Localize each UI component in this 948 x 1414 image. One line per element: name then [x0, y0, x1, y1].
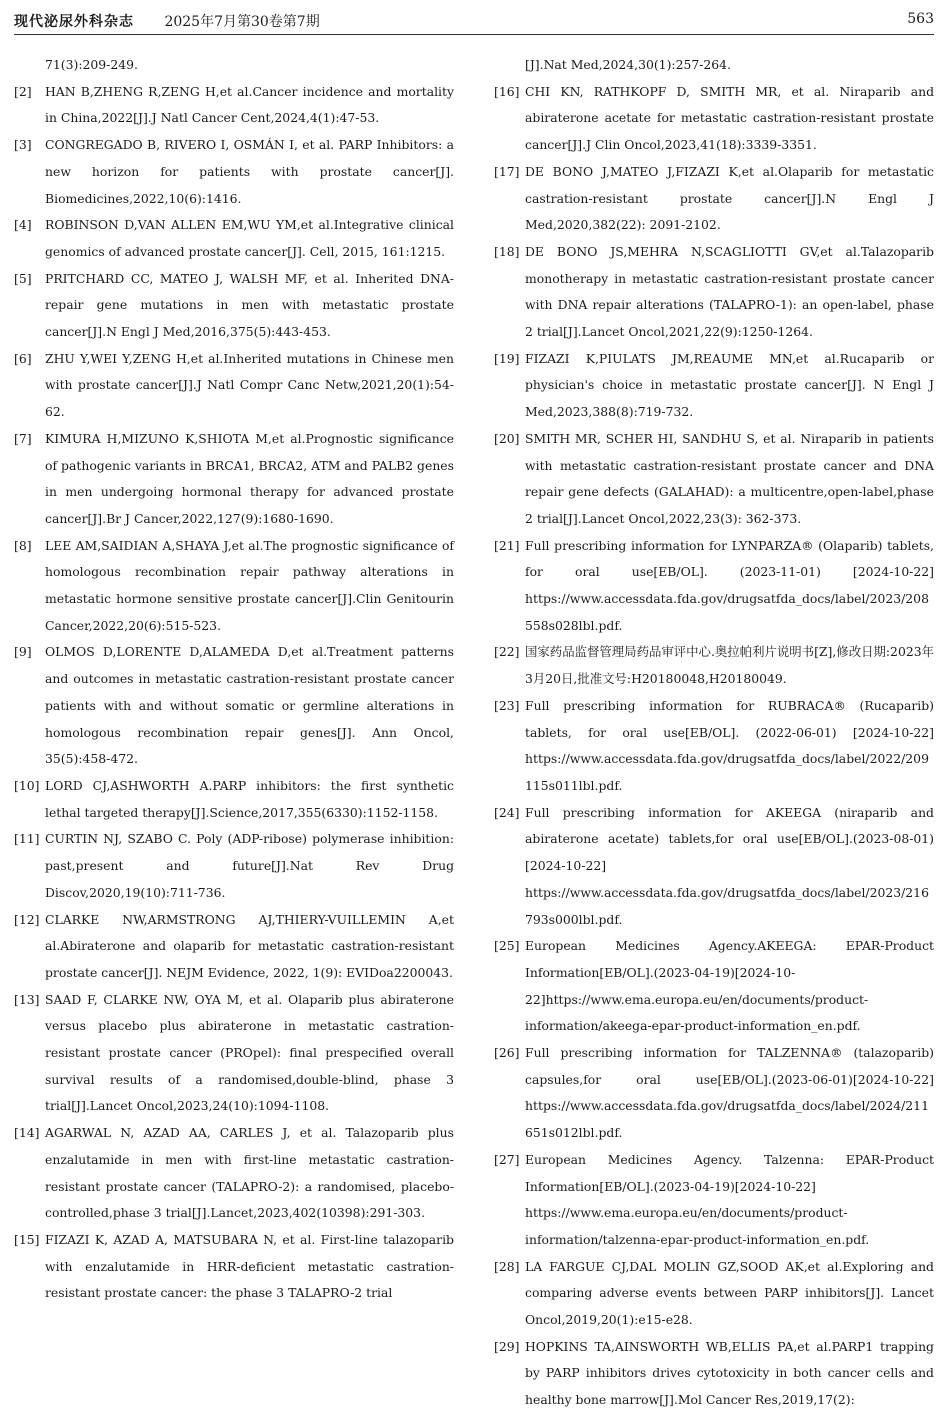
reference-number: [11]	[14, 831, 40, 847]
reference-text: KIMURA H,MIZUNO K,SHIOTA M,et al.Prognostic significance of pathogenic variants in BRCA1, BRCA2, ATM and PALB2 genes in men undergoing hormonal therapy for advanced prostate cancer[J].Br J Cancer,2022,127(9):1680-1690.	[45, 430, 454, 526]
reference-text: FIZAZI K,PIULATS JM,REAUME MN,et al.Rucaparib or physician's choice in metastatic prostate cancer[J]. N Engl J Med,2023,388(8):719-732.	[525, 350, 934, 420]
reference-text: SMITH MR, SCHER HI, SANDHU S, et al. Niraparib in patients with metastatic castration-resistant prostate cancer and DNA repair gene defects (GALAHAD): a multicentre,open-label,phase 2 trial[J].Lancet Oncol,2022,23(3): 362-373.	[525, 430, 934, 526]
reference-item	[14, 426, 454, 533]
reference-continuation: [J].Nat Med,2024,30(1):257-264.	[525, 57, 732, 72]
reference-text: Full prescribing information for LYNPARZA® (Olaparib) tablets, for oral use[EB/OL]. (2023-11-01) [2024-10-22] https://www.accessdata.fda.gov/drugsatfda_docs/label/2023/208558s028lbl.pdf.	[525, 537, 934, 633]
reference-item	[14, 212, 454, 265]
reference-number: [3]	[14, 137, 32, 153]
reference-text: LA FARGUE CJ,DAL MOLIN GZ,SOOD AK,et al.Exploring and comparing adverse events between PARP inhibitors[J]. Lancet Oncol,2019,20(1):e15-e28.	[525, 1258, 934, 1328]
reference-number: [22]	[494, 644, 520, 660]
reference-text: CHI KN, RATHKOPF D, SMITH MR, et al. Niraparib and abiraterone acetate for metastatic castration-resistant prostate cancer[J].J Clin Oncol,2023,41(18):3339-3351.	[525, 83, 934, 153]
reference-number: [23]	[494, 697, 520, 713]
reference-text: ZHU Y,WEI Y,ZENG H,et al.Inherited mutations in Chinese men with prostate cancer[J].J Natl Compr Canc Netw,2021,20(1):54-62.	[45, 350, 454, 420]
reference-number: [29]	[494, 1338, 520, 1354]
reference-number: [4]	[14, 217, 32, 233]
reference-number: [6]	[14, 350, 32, 366]
header-left	[14, 11, 320, 31]
reference-text: 国家药品监督管理局药品审评中心.奥拉帕利片说明书[Z],修改日期:2023年3月20日,批准文号:H20180048,H20180049.	[525, 644, 934, 687]
reference-item	[494, 533, 934, 640]
reference-number: [28]	[494, 1258, 520, 1274]
reference-number: [20]	[494, 430, 520, 446]
reference-item	[494, 426, 934, 533]
reference-text: Full prescribing information for TALZENNA® (talazoparib) capsules,for oral use[EB/OL].(2023-06-01)[2024-10-22] https://www.accessdata.fda.gov/drugsatfda_docs/label/2024/211651s012lbl.pdf.	[525, 1045, 934, 1141]
reference-text: FIZAZI K, AZAD A, MATSUBARA N, et al. First-line talazoparib with enzalutamide in HRR-deficient metastatic castration-resistant prostate cancer: the phase 3 TALAPRO-2 trial	[45, 1231, 454, 1301]
reference-list-right	[494, 79, 934, 1414]
reference-item	[494, 1040, 934, 1147]
reference-number: [25]	[494, 938, 520, 954]
reference-item	[494, 1147, 934, 1254]
reference-item	[14, 346, 454, 426]
reference-item	[494, 159, 934, 239]
journal-name: 现代泌尿外科杂志	[14, 14, 134, 30]
reference-number: [16]	[494, 83, 520, 99]
reference-item	[494, 639, 934, 692]
reference-text: European Medicines Agency. Talzenna: EPAR-Product Information[EB/OL].(2023-04-19)[2024-10-22] https://www.ema.europa.eu/en/documents/product-information/talzenna-epar-product-information_en.pdf.	[525, 1151, 934, 1247]
reference-item	[14, 132, 454, 212]
page-number: 563	[907, 11, 934, 27]
reference-number: [5]	[14, 270, 32, 286]
reference-number: [24]	[494, 804, 520, 820]
reference-text: OLMOS D,LORENTE D,ALAMEDA D,et al.Treatment patterns and outcomes in metastatic castration-resistant prostate cancer patients with and without somatic or germline alterations in homologous recombination repair genes[J]. Ann Oncol, 35(5):458-472.	[45, 644, 454, 767]
reference-text: CURTIN NJ, SZABO C. Poly (ADP-ribose) polymerase inhibition: past,present and future[J].Nat Rev Drug Discov,2020,19(10):711-736.	[45, 831, 454, 900]
reference-item	[14, 1227, 454, 1307]
reference-item	[14, 773, 454, 826]
reference-text: AGARWAL N, AZAD AA, CARLES J, et al. Talazoparib plus enzalutamide in men with first-line metastatic castration-resistant prostate cancer (TALAPRO-2): a randomised, placebo-controlled,phase 3 trial[J].Lancet,2023,402(10398):291-303.	[45, 1125, 454, 1221]
reference-number: [9]	[14, 644, 32, 660]
reference-text: CONGREGADO B, RIVERO I, OSMÁN I, et al. PARP Inhibitors: a new horizon for patients with prostate cancer[J]. Biomedicines,2022,10(6):1416.	[45, 137, 454, 206]
reference-number: [27]	[494, 1151, 520, 1167]
reference-item	[14, 1120, 454, 1227]
reference-number: [14]	[14, 1125, 40, 1141]
reference-item	[494, 693, 934, 800]
reference-item	[14, 639, 454, 773]
reference-item	[14, 533, 454, 640]
reference-number: [17]	[494, 163, 520, 179]
reference-number: [12]	[14, 911, 40, 927]
reference-number: [10]	[14, 777, 40, 793]
reference-text: Full prescribing information for RUBRACA® (Rucaparib) tablets, for oral use[EB/OL]. (2022-06-01) [2024-10-22] https://www.accessdata.fda.gov/drugsatfda_docs/label/2022/209115s011lbl.pdf.	[525, 697, 934, 793]
reference-list-left	[14, 79, 454, 1307]
reference-text: DE BONO J,MATEO J,FIZAZI K,et al.Olaparib for metastatic castration-resistant prostate cancer[J].N Engl J Med,2020,382(22): 2091-2102.	[525, 163, 934, 233]
reference-number: [8]	[14, 537, 32, 553]
reference-item	[494, 239, 934, 346]
left-column	[14, 52, 454, 1307]
running-header	[14, 8, 934, 35]
reference-text: ROBINSON D,VAN ALLEN EM,WU YM,et al.Integrative clinical genomics of advanced prostate cancer[J]. Cell, 2015, 161:1215.	[45, 217, 454, 259]
reference-number: [2]	[14, 83, 32, 99]
reference-item	[494, 1254, 934, 1334]
reference-item	[14, 266, 454, 346]
reference-text: HOPKINS TA,AINSWORTH WB,ELLIS PA,et al.PARP1 trapping by PARP inhibitors drives cytotoxicity in both cancer cells and healthy bone marrow[J].Mol Cancer Res,2019,17(2):	[525, 1338, 934, 1408]
reference-item	[494, 1334, 934, 1414]
reference-number: [19]	[494, 350, 520, 366]
reference-number: [7]	[14, 430, 32, 446]
issue-info: 2025年7月第30卷第7期	[164, 14, 320, 30]
reference-text: PRITCHARD CC, MATEO J, WALSH MF, et al. Inherited DNA-repair gene mutations in men with metastatic prostate cancer[J].N Engl J Med,2016,375(5):443-453.	[45, 270, 454, 340]
reference-continuation: 71(3):209-249.	[45, 57, 138, 72]
reference-item	[494, 800, 934, 934]
reference-text: CLARKE NW,ARMSTRONG AJ,THIERY-VUILLEMIN A,et al.Abiraterone and olaparib for metastatic castration-resistant prostate cancer[J]. NEJM Evidence, 2022, 1(9): EVIDoa2200043.	[45, 911, 454, 980]
reference-item	[494, 346, 934, 426]
reference-item	[494, 933, 934, 1040]
right-column	[494, 52, 934, 1414]
reference-number: [26]	[494, 1045, 520, 1061]
reference-number: [21]	[494, 537, 520, 553]
reference-number: [18]	[494, 243, 520, 259]
reference-item	[14, 907, 454, 987]
reference-text: SAAD F, CLARKE NW, OYA M, et al. Olaparib plus abiraterone versus placebo plus abiraterone in metastatic castration-resistant prostate cancer (PROpel): final prespecified overall survival results of a randomised,double-blind, phase 3 trial[J].Lancet Oncol,2023,24(10):1094-1108.	[45, 991, 454, 1114]
reference-item	[14, 79, 454, 132]
reference-item	[14, 987, 454, 1121]
reference-item	[14, 826, 454, 906]
reference-number: [15]	[14, 1231, 40, 1247]
reference-number: [13]	[14, 991, 40, 1007]
reference-text: HAN B,ZHENG R,ZENG H,et al.Cancer incidence and mortality in China,2022[J].J Natl Cancer Cent,2024,4(1):47-53.	[45, 83, 454, 126]
reference-text: LEE AM,SAIDIAN A,SHAYA J,et al.The prognostic significance of homologous recombination repair pathway alterations in metastatic hormone sensitive prostate cancer[J].Clin Genitourin Cancer,2022,20(6):515-523.	[45, 537, 454, 633]
reference-text: European Medicines Agency.AKEEGA: EPAR-Product Information[EB/OL].(2023-04-19)[2024-10-22]https://www.ema.europa.eu/en/documents/product-information/akeega-epar-product-information_en.pdf.	[525, 938, 934, 1034]
reference-item	[494, 79, 934, 159]
reference-text: DE BONO JS,MEHRA N,SCAGLIOTTI GV,et al.Talazoparib monotherapy in metastatic castration-resistant prostate cancer with DNA repair alterations (TALAPRO-1): an open-label, phase 2 trial[J].Lancet Oncol,2021,22(9):1250-1264.	[525, 243, 934, 340]
reference-text: Full prescribing information for AKEEGA (niraparib and abiraterone acetate) tablets,for oral use[EB/OL].(2023-08-01) [2024-10-22] https://www.accessdata.fda.gov/drugsatfda_docs/label/2023/216793s000lbl.pdf.	[525, 804, 934, 927]
reference-text: LORD CJ,ASHWORTH A.PARP inhibitors: the first synthetic lethal targeted therapy[J].Science,2017,355(6330):1152-1158.	[45, 777, 454, 820]
